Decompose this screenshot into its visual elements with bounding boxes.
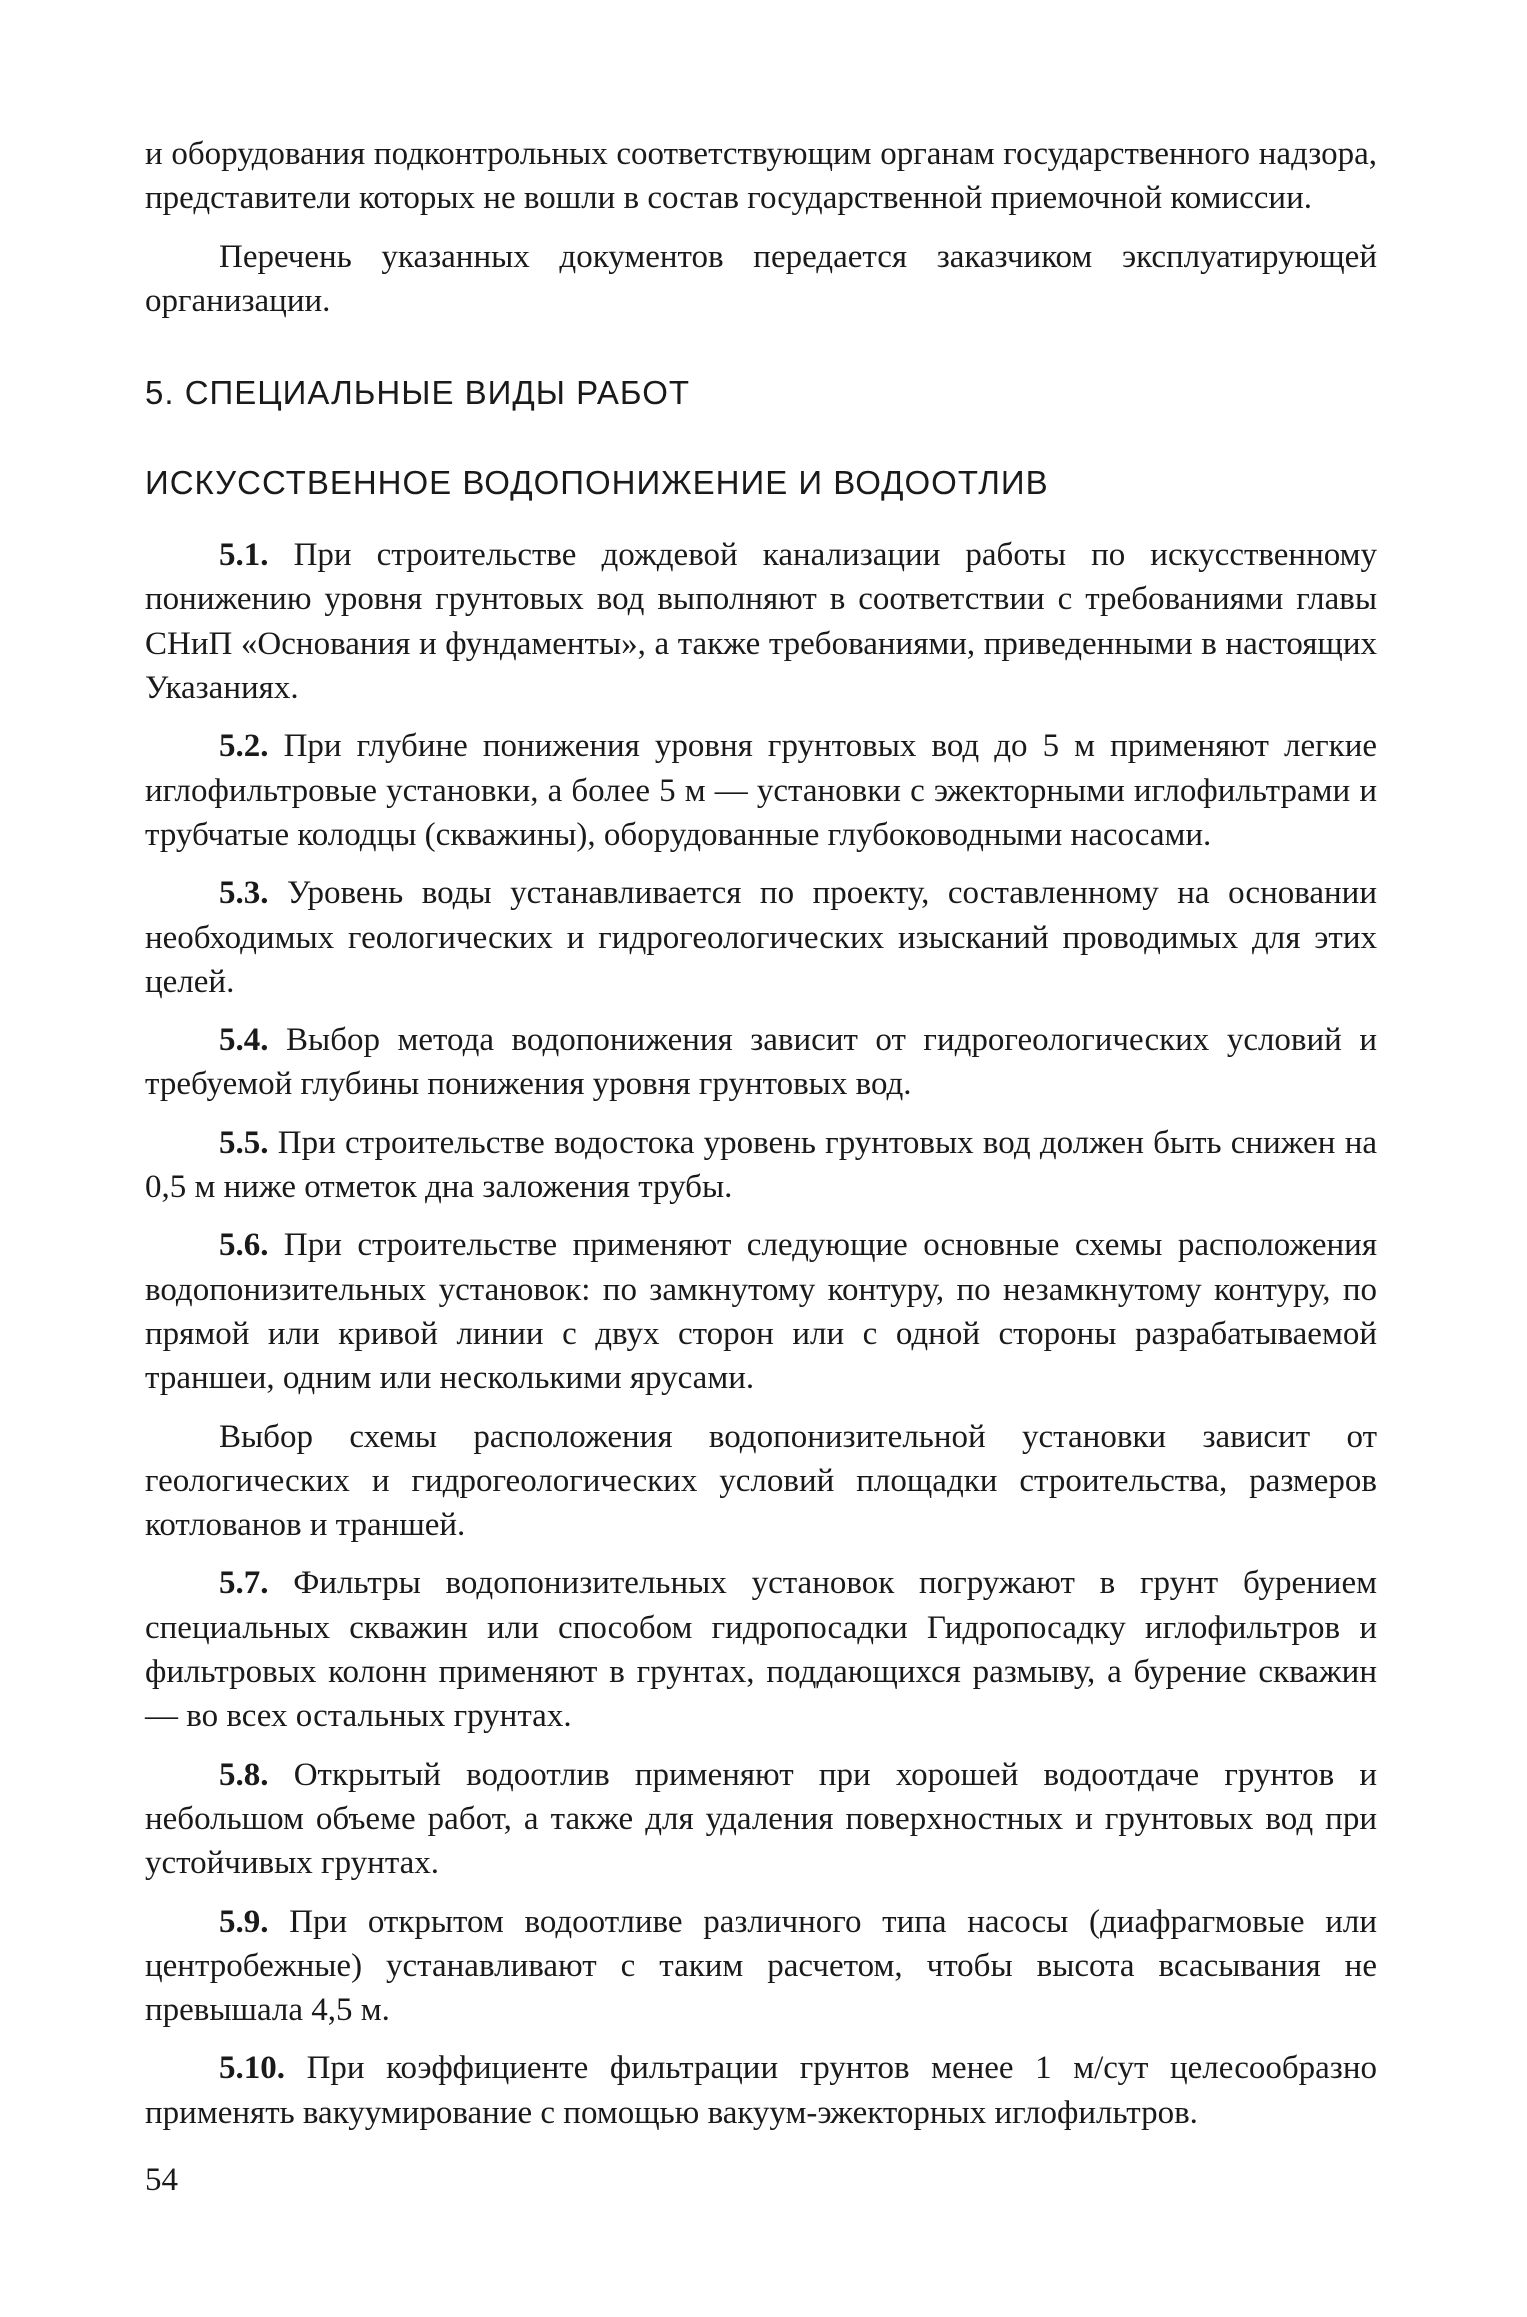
clause-number: 5.9.	[219, 1903, 269, 1940]
page-number: 54	[145, 2162, 178, 2198]
clause-text: При строительстве дождевой канализации работы по искусственному понижению уровня грунтовых вод выполняют в соответствии с требованиями главы СНиП «Основания и фундаменты», а также требованиями, приведенными в настоящих Указаниях.	[145, 537, 1377, 707]
clause-5-7	[145, 1561, 1377, 1738]
clause-number: 5.6.	[219, 1227, 269, 1264]
clause-number: 5.10.	[219, 2050, 285, 2087]
clause-number: 5.7.	[219, 1565, 269, 1602]
clause-number: 5.1.	[219, 537, 269, 574]
document-page	[145, 132, 1377, 2135]
clause-5-2	[145, 724, 1377, 857]
clause-text: Уровень воды устанавливается по проекту, составленному на основании необходимых геологических и гидрогеологических изысканий проводимых для этих целей.	[145, 875, 1377, 1000]
clause-text: При открытом водоотливе различного типа насосы (диафрагмовые или центробежные) устанавливают с таким расчетом, чтобы высота всасывания не превышала 4,5 м.	[145, 1903, 1377, 2029]
clause-text: При строительстве водостока уровень грунтовых вод должен быть снижен на 0,5 м ниже отметок дна заложения трубы.	[145, 1124, 1378, 1206]
clause-5-9	[145, 1900, 1377, 2033]
continuation-paragraph: и оборудования подконтрольных соответствующим органам государственного надзора, представители которых не вошли в состав государственной приемочной комиссии.	[145, 136, 1377, 217]
clause-text: При коэффициенте фильтрации грунтов менее 1 м/сут целесообразно применять вакуумирование с помощью вакуум-эжекторных иглофильтров.	[145, 2050, 1377, 2131]
clause-5-10	[145, 2046, 1377, 2135]
section-heading: 5. СПЕЦИАЛЬНЫЕ ВИДЫ РАБОТ	[145, 374, 691, 412]
clause-number: 5.8.	[219, 1756, 269, 1793]
documents-list-paragraph: Перечень указанных документов передается заказчиком эксплуатирующей организации.	[145, 238, 1377, 319]
clause-5-6-continuation: Выбор схемы расположения водопонизительной установки зависит от геологических и гидрогеологических условий площадки строительства, размеров котлованов и траншей.	[145, 1418, 1377, 1544]
clause-5-3	[145, 871, 1377, 1004]
clause-5-1	[145, 533, 1377, 710]
clause-number: 5.3.	[219, 875, 269, 912]
clause-5-4	[145, 1018, 1377, 1107]
clause-text: Фильтры водопонизительных установок погружают в грунт бурением специальных скважин или способом гидропосадки Гидропосадку иглофильтров и фильтровых колонн применяют в грунтах, поддающихся размыву, а бурение скважин — во всех остальных грунтах.	[145, 1565, 1377, 1735]
clause-text: Выбор метода водопонижения зависит от гидрогеологических условий и требуемой глубины понижения уровня грунтовых вод.	[145, 1022, 1378, 1103]
clause-text: Открытый водоотлив применяют при хорошей водоотдаче грунтов и небольшом объеме работ, а также для удаления поверхностных и грунтовых вод при устойчивых грунтах.	[145, 1756, 1378, 1882]
clause-number: 5.4.	[219, 1022, 269, 1059]
clause-5-8	[145, 1753, 1377, 1886]
clause-text: При глубине понижения уровня грунтовых вод до 5 м применяют легкие иглофильтровые установки, а более 5 м — установки с эжекторными иглофильтрами и трубчатые колодцы (скважины), оборудованные глубоководными насосами.	[145, 728, 1377, 853]
clause-text: При строительстве применяют следующие основные схемы расположения водопонизительных установок: по замкнутому контуру, по незамкнутому контуру, по прямой или кривой линии с двух сторон или с одной стороны разрабатываемой траншеи, одним или несколькими ярусами.	[145, 1227, 1377, 1397]
subsection-heading: ИСКУССТВЕННОЕ ВОДОПОНИЖЕНИЕ И ВОДООТЛИВ	[145, 464, 1049, 502]
clause-number: 5.5.	[219, 1124, 269, 1161]
clause-number: 5.2.	[219, 728, 269, 765]
clause-5-5	[145, 1121, 1377, 1210]
clause-5-6	[145, 1223, 1377, 1400]
